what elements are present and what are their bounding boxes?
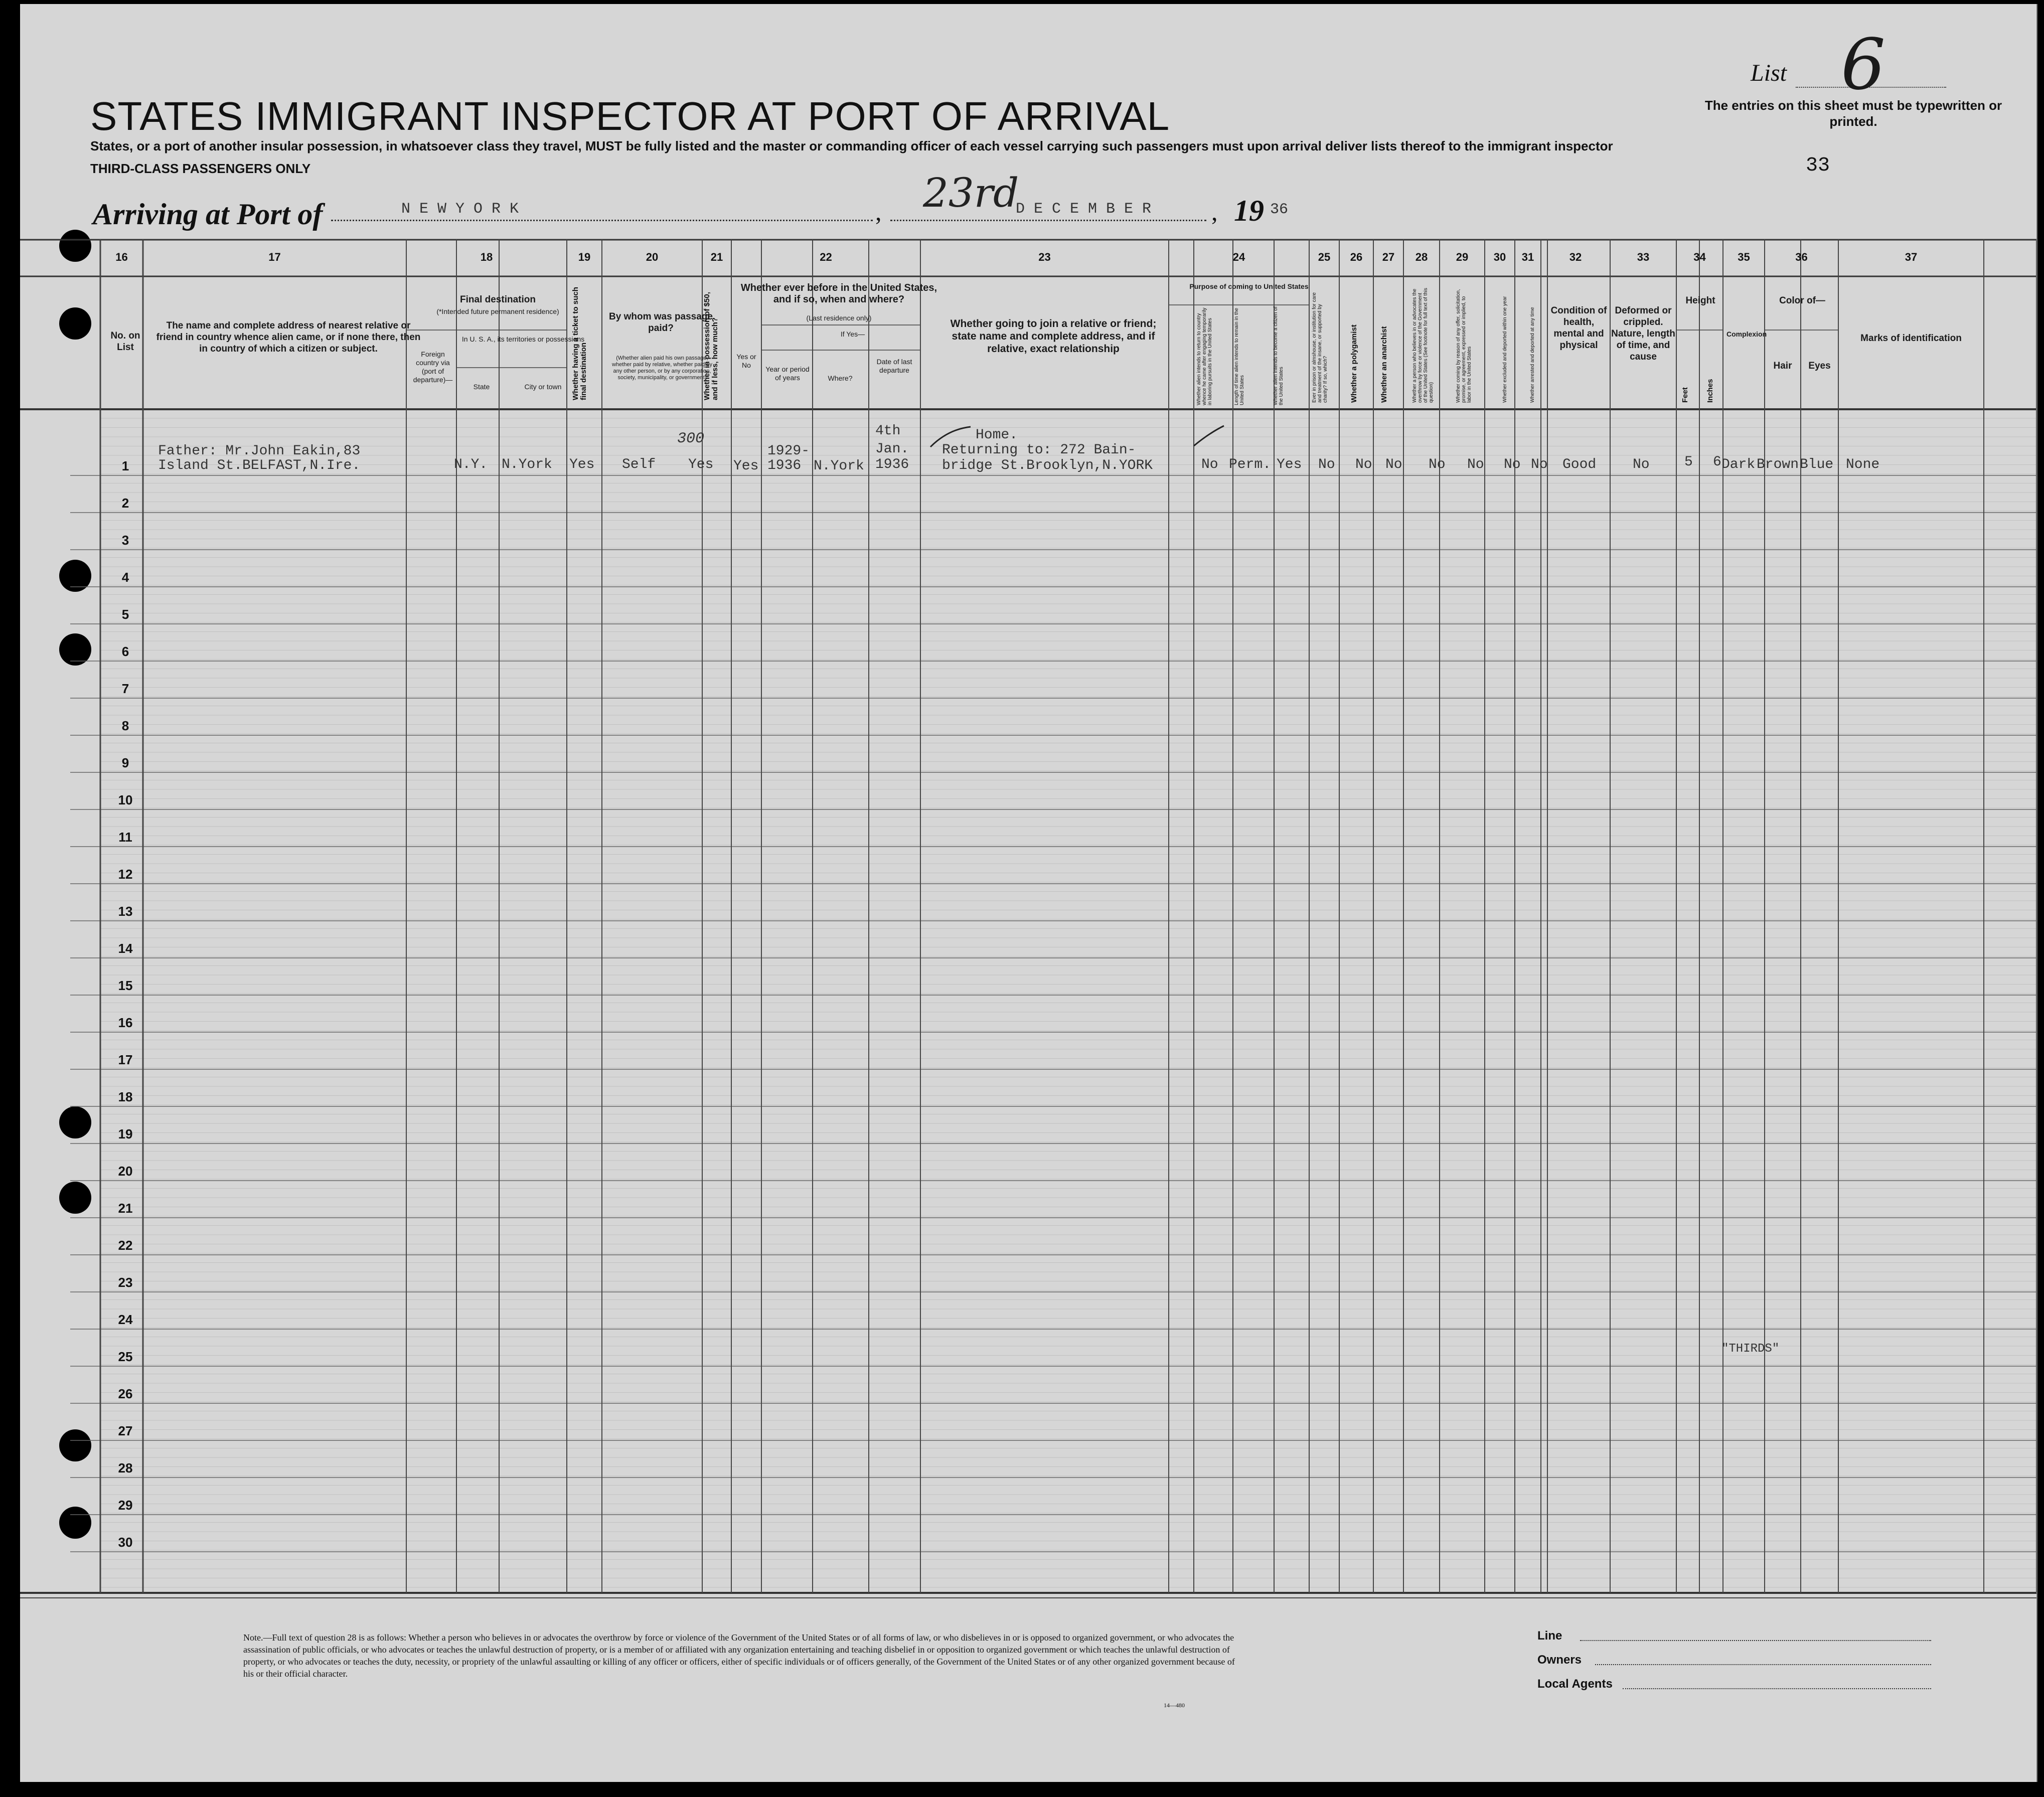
check-mark [928,424,973,454]
header-city: City or town [524,383,562,391]
header-possession-50: Whether in possession of $50, and if less, how much? [703,292,719,400]
row-number: 19 [118,1126,133,1141]
column-number: 24 [1232,251,1245,263]
column-number: 28 [1415,251,1428,263]
page-subtitle: States, or a port of another insular possession, in whatsoever class they travel, MUST be fully listed and the master or commanding officer of each vessel carrying such passengers must upon arrival deliver lists thereof to the immigrant inspector [90,138,1613,153]
column-number: 20 [646,251,659,263]
header-final-destination-note: (*Intended future permanent residence) [436,307,559,315]
row-number: 30 [118,1535,133,1550]
page-title: STATES IMMIGRANT INSPECTOR AT PORT OF ARRIVAL [90,94,1170,138]
column-number: 21 [710,251,723,263]
q31-value: No [1531,457,1548,472]
row-number: 4 [121,570,129,585]
purpose-a-value: No [1201,457,1218,472]
column-number: 16 [115,251,128,263]
header-passage-paid: By whom was passage paid? [609,311,713,334]
header-ticket: Whether having a ticket to such final destination [571,287,588,400]
list-number: 6 [1841,24,1886,106]
column-number: 18 [480,251,493,263]
header-foreign-country: Foreign country via (port of departure)— [413,350,453,384]
row-number: 8 [121,718,129,733]
header-yes-or-no: Yes or No [736,353,756,369]
comma: , [1211,198,1218,226]
eyes-value: Blue [1800,457,1834,472]
header-inches: Inches [1706,379,1714,403]
q29-value: No [1467,457,1484,472]
owners-label: Owners [1537,1653,1582,1667]
column-number: 37 [1905,251,1918,263]
column-number: 32 [1569,251,1582,263]
relative-address-line1: Father: Mr.John Eakin,83 [158,443,361,459]
row-number: 5 [121,607,129,622]
local-agents-field [1623,1688,1931,1689]
row-number: 7 [121,681,129,696]
q30-value: No [1504,457,1521,472]
header-prison: Ever in prison or almshouse, or institution for care and treatment of the insane, or supported by charity? If so, which? [1312,292,1328,403]
header-height: Height [1685,295,1715,306]
q28-value: No [1429,457,1446,472]
joining-line3: bridge St.Brooklyn,N.YORK [942,458,1153,473]
row-number: 26 [118,1386,133,1401]
column-number: 19 [578,251,591,263]
column-number: 17 [268,251,281,263]
row-number: 12 [118,867,133,882]
month-value: D E C E M B E R [1016,201,1152,218]
header-last-residence: (Last residence only) [806,314,872,322]
years-line2: 1936 [767,458,802,473]
header-ever-before: Whether ever before in the United States, and if so, when and where? [740,282,937,305]
header-purpose-a: Whether alien intends to return to country whence he came after engaging temporarily in laboring pursuits in the United States [1196,307,1213,405]
header-where: Where? [828,374,853,382]
row-number: 11 [118,830,132,845]
anarchist-value: No [1385,457,1402,472]
destination-city: N.York [502,457,552,472]
entries-note: The entries on this sheet must be typewritten or printed. [1704,98,2002,129]
row-number: 28 [118,1460,133,1476]
column-number: 29 [1456,251,1469,263]
year-prefix: 19 [1234,194,1264,227]
column-number: 30 [1493,251,1506,263]
manifest-sheet [20,4,2037,1782]
deformed-value: No [1633,457,1650,472]
header-marks: Marks of identification [1860,333,1962,344]
row-number: 25 [118,1349,133,1364]
complexion-value: Dark [1721,457,1756,472]
feet-value: 5 [1684,454,1693,470]
row-number: 29 [118,1498,133,1513]
arriving-label: Arriving at Port of [93,198,323,231]
column-number: 23 [1038,251,1051,263]
row-number: 10 [118,792,133,807]
where-value: N.York [814,458,864,474]
header-final-destination: Final destination [460,294,536,305]
header-polygamist: Whether a polygamist [1350,324,1358,403]
row-number: 27 [118,1423,133,1438]
header-q28: Whether a person who believes in or advocates the overthrow by force or violence of the Government of the United States (See footnote for full text of this question) [1412,287,1434,403]
header-if-yes: If Yes— [840,330,865,338]
header-purpose: Purpose of coming to United States [1189,282,1309,290]
money-amount: 300 [677,430,705,447]
row-number: 13 [118,904,133,919]
table-grid [20,4,2036,1782]
header-q30: Whether excluded and deported within one year [1502,296,1508,403]
ticket-value: Yes [569,457,595,472]
header-q29: Whether coming by reason of any offer, solicitation, promise, or agreement, expressed or implied, to labor in the United States [1456,289,1472,403]
header-no-on-list: No. on List [110,331,140,353]
owners-field [1595,1664,1931,1665]
header-anarchist: Whether an anarchist [1380,326,1388,403]
row-number: 21 [118,1201,133,1216]
comma: , [875,198,882,226]
class-note: THIRD-CLASS PASSENGERS ONLY [90,161,311,176]
sheet-number: 33 [1806,154,1830,177]
column-number: 27 [1382,251,1395,263]
hair-value: Brown [1757,457,1799,472]
header-date-departure: Date of last departure [876,358,912,374]
header-state: State [473,383,490,391]
joining-line1: Home. [976,427,1018,443]
health-value: Good [1562,457,1597,472]
row-number: 17 [118,1052,133,1067]
row-number: 2 [121,496,129,511]
port-value: N E W Y O R K [401,201,519,218]
column-number: 22 [820,251,832,263]
line-field [1580,1640,1931,1641]
row-number: 1 [121,458,129,473]
header-feet: Feet [1681,387,1689,403]
header-year-period: Year or period of years [765,365,810,382]
day-value: 23rd [923,170,1019,216]
header-q31: Whether arrested and deported at any time [1530,307,1535,403]
marks-value: None [1846,457,1880,472]
header-purpose-b: Length of time alien intends to remain in the United States [1234,307,1245,405]
ever-before-value: Yes [733,458,759,474]
row-number: 14 [118,941,133,956]
header-health: Condition of health, mental and physical [1550,305,1607,351]
passage-value: Self [622,457,656,472]
column-number: 36 [1795,251,1808,263]
inches-value: 6 [1713,454,1721,470]
header-in-usa: In U. S. A., its territories or possessions [461,335,585,343]
local-agents-label: Local Agents [1537,1677,1613,1691]
header-hair: Hair [1773,361,1792,371]
column-number: 31 [1521,251,1534,263]
header-relative-address: The name and complete address of nearest relative or friend in country whence alien came, or if none there, then in country of which a citizen or subject. [156,320,421,354]
departure-line2: Jan. [875,441,909,457]
relative-address-line2: Island St.BELFAST,N.Ire. [158,458,361,473]
row-number: 23 [118,1275,133,1290]
header-complexion: Complexion [1726,330,1767,338]
row-number: 16 [118,1015,133,1030]
column-number: 33 [1637,251,1650,263]
purpose-c-value: Yes [1277,457,1302,472]
line-label: Line [1537,1629,1562,1643]
departure-line3: 1936 [875,457,909,472]
row-number: 24 [118,1312,133,1327]
header-passage-paid-note: (Whether alien paid his own passage, whether paid by relative, whether paid by any other person, or by any corporation, society, municipality, or government) [612,355,712,381]
row-number: 15 [118,978,133,993]
header-eyes: Eyes [1808,361,1831,371]
header-purpose-c: Whether alien intends to become a citizen of the United States [1273,306,1284,405]
departure-line1: 4th [875,423,901,439]
row-number: 3 [121,533,129,548]
row-number: 18 [118,1089,133,1104]
prison-value: No [1318,457,1335,472]
row-number: 6 [121,644,129,659]
purpose-b-value: Perm. [1229,457,1272,472]
column-number: 34 [1693,251,1706,263]
polygamist-value: No [1355,457,1372,472]
form-code: 14—480 [1164,1702,1185,1709]
thirds-stamp: "THIRDS" [1721,1342,1780,1356]
money-value: Yes [688,457,714,472]
years-line1: 1929- [767,443,810,459]
header-deformed: Deformed or crippled. Nature, length of time, and cause [1611,305,1675,362]
column-number: 35 [1738,251,1750,263]
list-label: List [1751,60,1787,86]
check-mark [1191,423,1226,453]
header-joining: Whether going to join a relative or friend; state name and complete address, and if relative, exact relationship [950,318,1157,355]
joining-line2: Returning to: 272 Bain- [942,442,1136,458]
row-number: 9 [121,755,129,770]
row-number: 22 [118,1238,133,1253]
year-suffix: 36 [1270,201,1289,218]
row-number: 20 [118,1164,133,1179]
header-color-of: Color of— [1779,295,1825,306]
column-number: 26 [1350,251,1363,263]
destination-state: N.Y. [454,457,488,472]
footnote: Note.—Full text of question 28 is as follows: Whether a person who believes in or advocates the overthrow by force or violence of the Government of the United States or of all forms of law, or who disbelieves in or is opposed to organized government, or who advocates the assassination of public officials, or who advocates or teaches the unlawful destruction of property, or is a member of or affiliated with any organization entertaining and teaching disbelief in or opposition to organized government or which teaches the unlawful destruction of property, or who advocates or teaches the duty, necessity, or propriety of the unlawful assaulting or killing of any officer or officers, either of specific individuals or of officers generally, of the Government of the United States or of any other organized government because of his or their official character. [243,1632,1235,1679]
column-number: 25 [1318,251,1331,263]
